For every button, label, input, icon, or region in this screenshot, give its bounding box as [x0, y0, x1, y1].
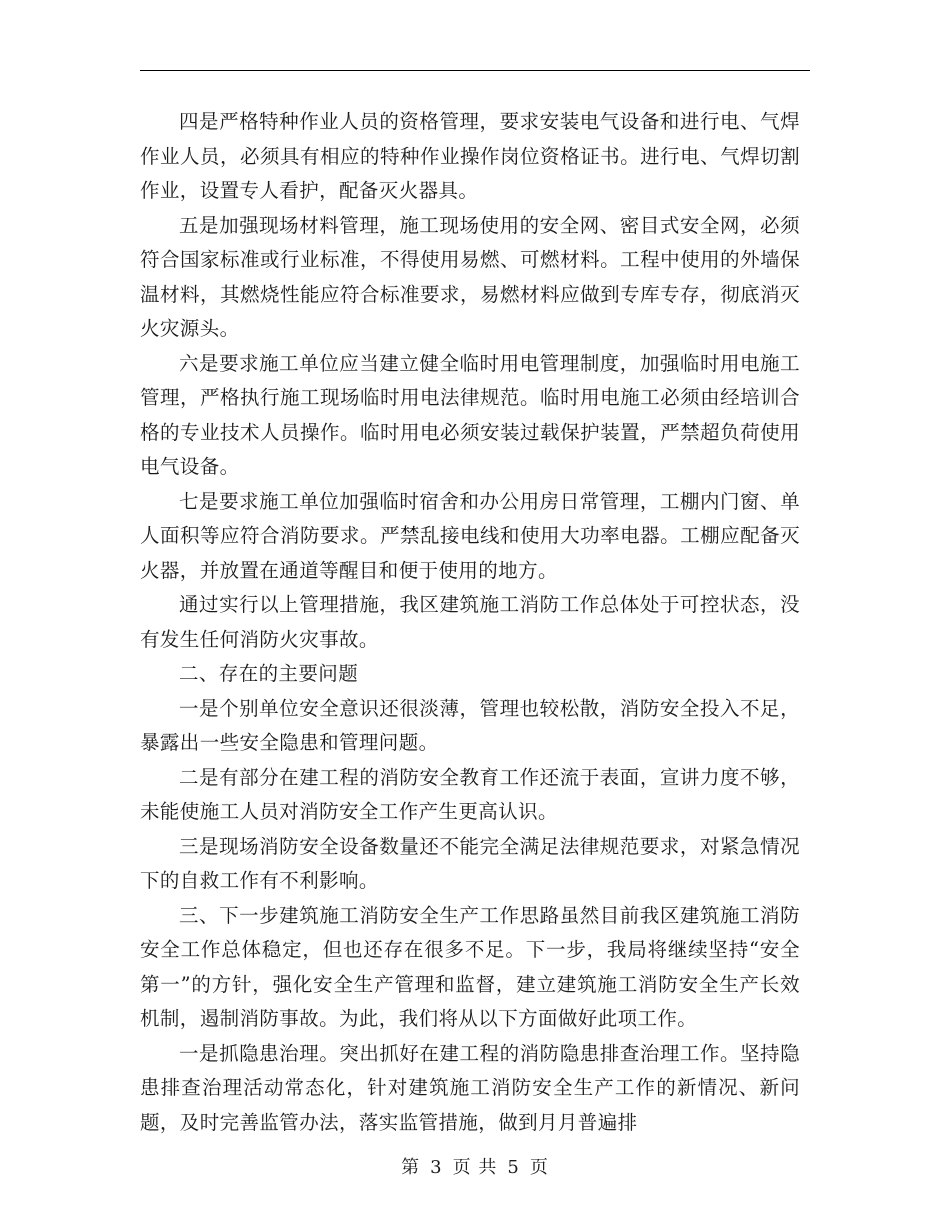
- document-body: [140, 105, 800, 1140]
- section-heading-2: 二、存在的主要问题: [179, 662, 359, 685]
- footer-page-number: 3: [430, 1157, 443, 1178]
- paragraph-1: 四是严格特种作业人员的资格管理，要求安装电气设备和进行电、气焊作业人员，必须具有相应的特种作业操作岗位资格证书。进行电、气焊切割作业，设置专人看护，配备灭火器具。: [140, 110, 800, 202]
- paragraph-8: 二是有部分在建工程的消防安全教育工作还流于表面，宣讲力度不够，未能使施工人员对消防安全工作产生更高认识。: [140, 765, 800, 823]
- header-rule: [140, 70, 810, 71]
- paragraph-11: 一是抓隐患治理。突出抓好在建工程的消防隐患排查治理工作。坚持隐患排查治理活动常态化，针对建筑施工消防安全生产工作的新情况、新问题，及时完善监管办法，落实监管措施，做到月月普遍排: [140, 1041, 800, 1134]
- paragraph-5: 通过实行以上管理措施，我区建筑施工消防工作总体处于可控状态，没有发生任何消防火灾事故。: [140, 593, 800, 651]
- paragraph-4: 七是要求施工单位加强临时宿舍和办公用房日常管理，工棚内门窗、单人面积等应符合消防要求。严禁乱接电线和使用大功率电器。工棚应配备灭火器，并放置在通道等醒目和便于使用的地方。: [140, 489, 800, 582]
- footer-suffix: 页: [529, 1157, 549, 1178]
- footer-middle: 页 共: [452, 1157, 498, 1178]
- paragraph-2: 五是加强现场材料管理，施工现场使用的安全网、密目式安全网，必须符合国家标准或行业标准，不得使用易燃、可燃材料。工程中使用的外墙保温材料，其燃烧性能应符合标准要求，易燃材料应做到专库专存，彻底消灭火灾源头。: [140, 213, 800, 340]
- paragraph-7: 一是个别单位安全意识还很淡薄，管理也较松散，消防安全投入不足，暴露出一些安全隐患和管理问题。: [140, 696, 800, 754]
- footer-total-pages: 5: [507, 1157, 520, 1178]
- paragraph-9: 三是现场消防安全设备数量还不能完全满足法律规范要求，对紧急情况下的自救工作有不利影响。: [140, 834, 800, 892]
- page-footer: [0, 1153, 950, 1179]
- section-heading-3: 三、下一步建筑施工消防安全生产工作思路虽然目前我区建筑施工消防安全工作总体稳定，但也还存在很多不足。下一步，我局将继续坚持“安全第一”的方针，强化安全生产管理和监督，建立建筑施工消防安全生产长效机制，遏制消防事故。为此，我们将从以下方面做好此项工作。: [140, 903, 800, 1030]
- paragraph-3: 六是要求施工单位应当建立健全临时用电管理制度，加强临时用电施工管理，严格执行施工现场临时用电法律规范。临时用电施工必须由经培训合格的专业技术人员操作。临时用电必须安装过载保护装置，严禁超负荷使用电气设备。: [140, 351, 800, 478]
- footer-prefix: 第: [401, 1157, 421, 1178]
